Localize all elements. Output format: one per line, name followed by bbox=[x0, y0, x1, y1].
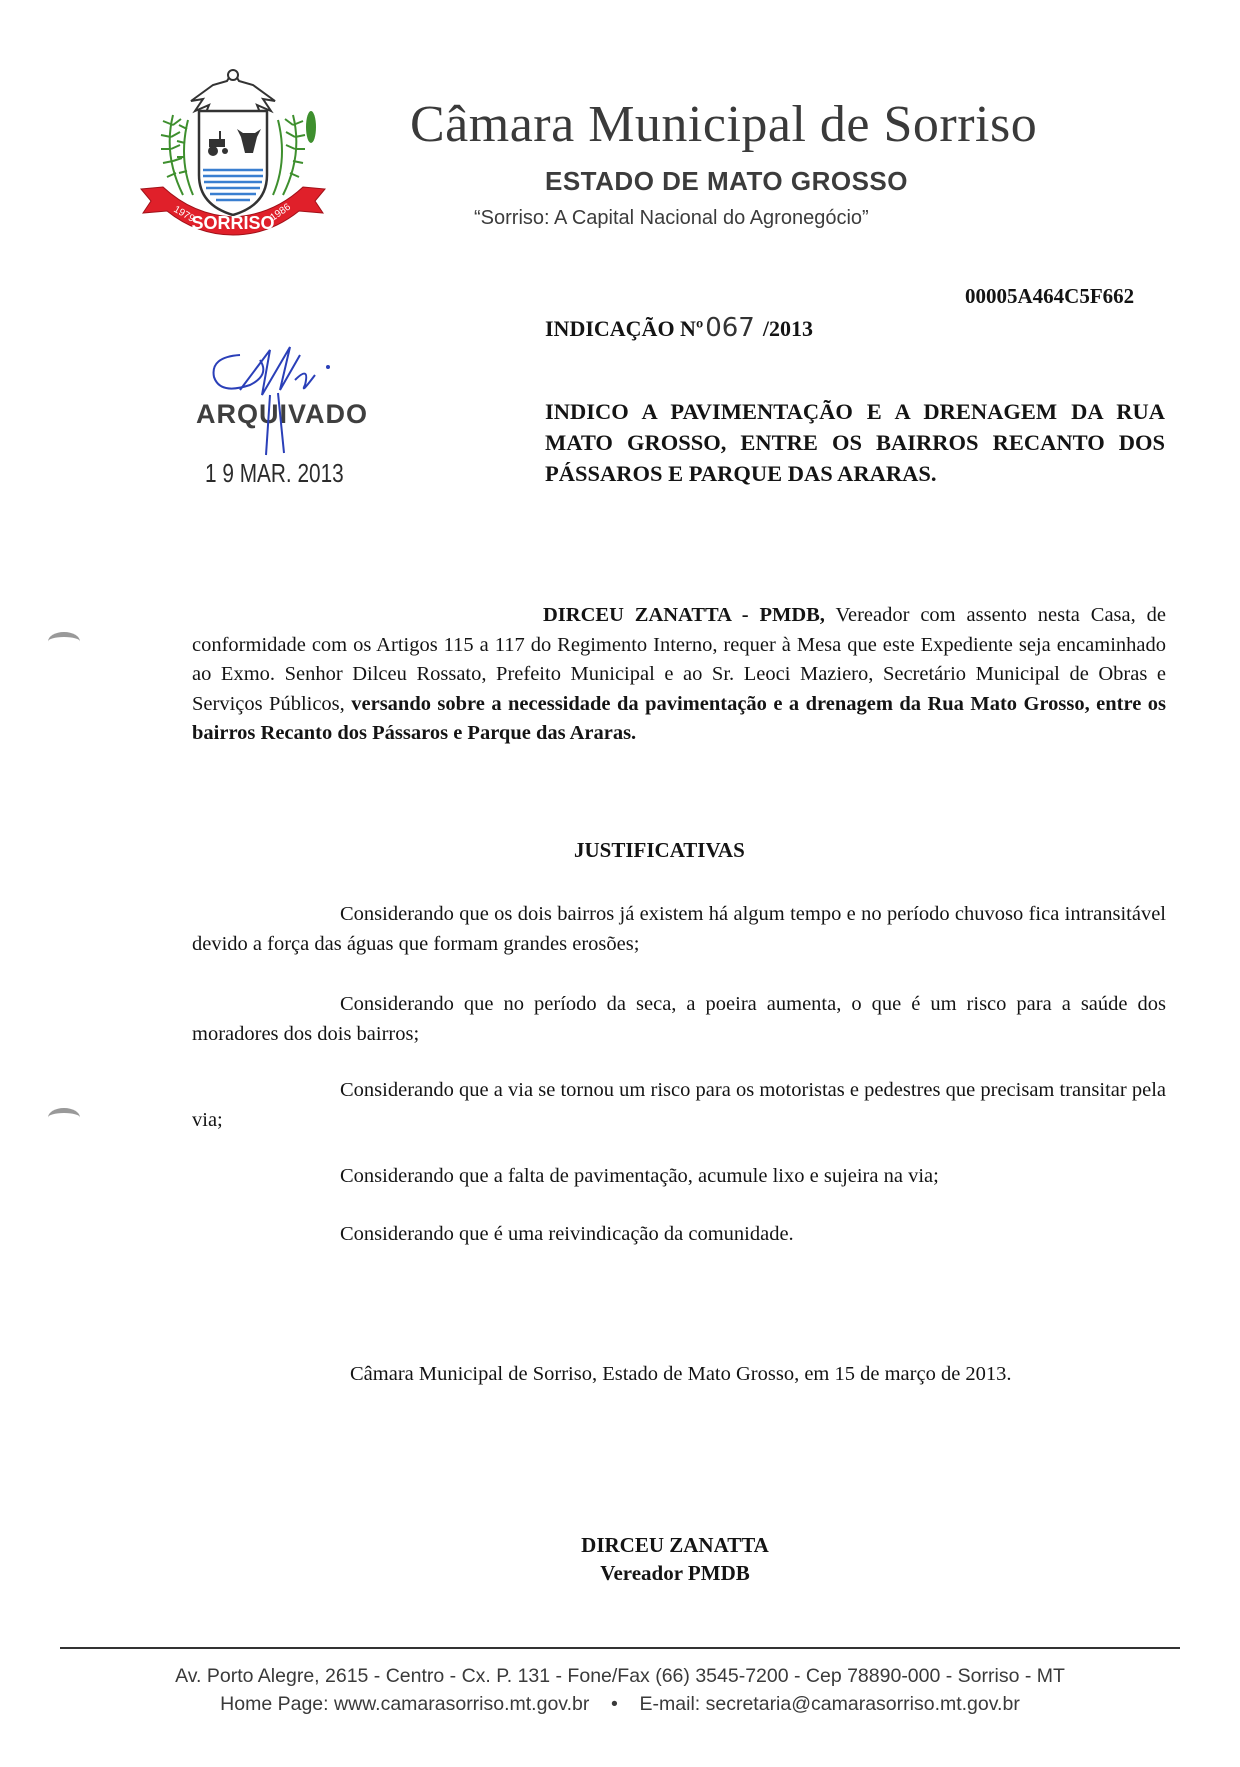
document-code: 00005A464C5F662 bbox=[965, 284, 1135, 308]
intro-bold-conclusion: versando sobre a necessidade da pavimentação e a drenagem da Rua Mato Grosso, entre os bairros Recanto dos Pássaros e Parque das Araras. bbox=[192, 692, 1167, 744]
archived-stamp: ARQUIVADO bbox=[196, 399, 369, 429]
place-and-date: Câmara Municipal de Sorriso, Estado de Mato Grosso, em 15 de março de 2013. bbox=[350, 1363, 1012, 1385]
author-bold: DIRCEU ZANATTA - PMDB, bbox=[543, 604, 825, 626]
signature-block bbox=[560, 1531, 790, 1587]
indicacao-year: /2013 bbox=[762, 316, 813, 341]
justification-item bbox=[192, 1076, 1166, 1135]
indicacao-label: INDICAÇÃO Nº bbox=[545, 316, 704, 341]
state-heading: ESTADO DE MATO GROSSO bbox=[545, 166, 908, 196]
justification-item bbox=[192, 990, 1166, 1049]
footer-separator: • bbox=[611, 1693, 618, 1715]
intro-paragraph bbox=[192, 601, 1166, 749]
crest-year-left: 1979 bbox=[171, 204, 197, 225]
crest-ribbon-text: SORRISO bbox=[191, 213, 275, 233]
justificativas-heading: JUSTIFICATIVAS bbox=[574, 838, 745, 862]
footer-web-line bbox=[60, 1690, 1180, 1718]
indicacao-number-handwritten: 067 bbox=[705, 313, 755, 343]
institution-title: Câmara Municipal de Sorriso bbox=[410, 96, 1038, 153]
justification-item bbox=[192, 1220, 1166, 1250]
justification-text: Considerando que a via se tornou um risco para os motoristas e pedestres que precisam transitar pela via; bbox=[192, 1079, 1166, 1131]
justification-text: Considerando que os dois bairros já existem há algum tempo e no período chuvoso fica intransitável devido a força das águas que formam grandes erosões; bbox=[192, 903, 1166, 955]
footer-divider bbox=[60, 1647, 1180, 1649]
signer-role: Vereador PMDB bbox=[600, 1561, 750, 1585]
crest-year-right: 1986 bbox=[268, 201, 293, 224]
justification-item bbox=[192, 900, 1166, 959]
footer-email: E-mail: secretaria@camarasorriso.mt.gov.br bbox=[639, 1693, 1020, 1715]
signer-name: DIRCEU ZANATTA bbox=[581, 1533, 769, 1557]
justification-text: Considerando que a falta de pavimentação, acumule lixo e sujeira na via; bbox=[340, 1165, 939, 1187]
justification-text: Considerando que no período da seca, a poeira aumenta, o que é um risco para a saúde dos moradores dos dois bairros; bbox=[192, 993, 1166, 1045]
subject-heading: INDICO A PAVIMENTAÇÃO E A DRENAGEM DA RUA MATO GROSSO, ENTRE OS BAIRROS RECANTO DOS PÁSSAROS E PARQUE DAS ARARAS. bbox=[545, 399, 1165, 486]
municipal-crest-logo bbox=[133, 65, 333, 237]
slogan: “Sorriso: A Capital Nacional do Agronegócio” bbox=[474, 207, 869, 229]
justification-text: Considerando que é uma reivindicação da comunidade. bbox=[340, 1223, 794, 1245]
archived-stamp-date: 1 9 MAR. 2013 bbox=[205, 458, 344, 488]
intro-text: Vereador com assento nesta Casa, de conformidade com os Artigos 115 a 117 do Regimento Interno, requer à Mesa que este Expediente seja encaminhado ao Exmo. Senhor Dilceu Rossato, Prefeito Municipal e ao Sr. Leoci Maziero, Secretário Municipal de Obras e Serviços Públicos, bbox=[192, 604, 1166, 715]
handwritten-signature bbox=[200, 345, 370, 465]
indicacao-number-line bbox=[545, 313, 813, 343]
footer-homepage: Home Page: www.camarasorriso.mt.gov.br bbox=[220, 1693, 590, 1715]
justification-item bbox=[192, 1162, 1166, 1192]
footer-address: Av. Porto Alegre, 2615 - Centro - Cx. P. 131 - Fone/Fax (66) 3545-7200 - Cep 78890-000 - Sorriso - MT bbox=[175, 1665, 1065, 1687]
hole-punch-mark bbox=[48, 632, 80, 651]
hole-punch-mark bbox=[48, 1108, 80, 1127]
footer-contact bbox=[60, 1662, 1180, 1718]
